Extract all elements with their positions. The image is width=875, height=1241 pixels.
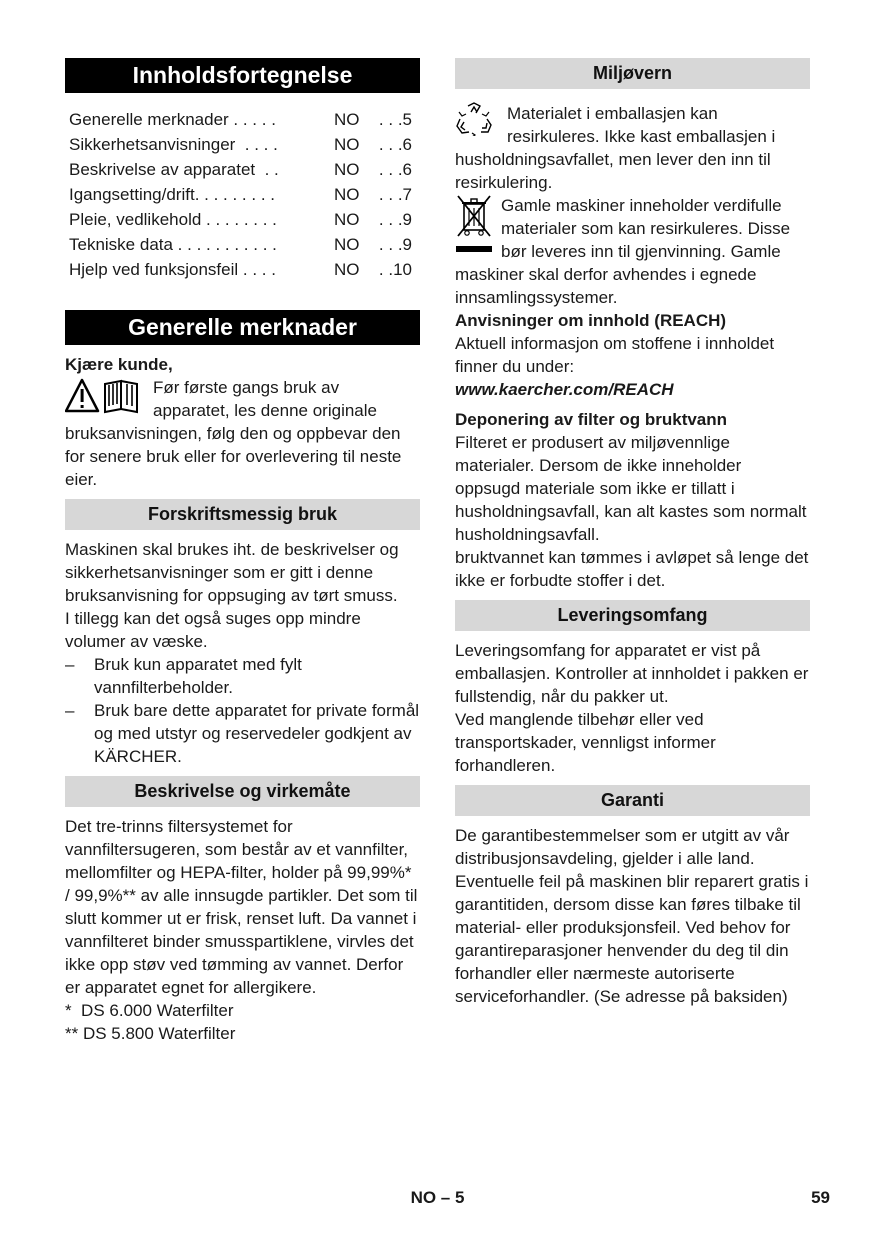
intended-use-heading: Forskriftsmessig bruk [65, 499, 420, 530]
footnote-2: ** DS 5.800 Waterfilter [65, 1024, 236, 1043]
list-item-text: Bruk bare dette apparatet for private formål og med utstyr og reservedeler godkjent av KÄRCHER. [94, 701, 420, 766]
general-intro [65, 376, 420, 491]
warranty-heading: Garanti [455, 785, 810, 816]
disposal-p1: Filteret er produsert av miljøvennlige materialer. Dersom de ikke inneholder oppsugd materiale som ikke er tillatt i husholdningsavfall, kan alt kastes som normalt husholdningsavfall. [455, 433, 807, 544]
toc-row[interactable] [65, 257, 420, 282]
manual-book-icon [105, 381, 137, 412]
disposal-title: Deponering av filter og bruktvann [455, 410, 728, 429]
scope-p1: Leveringsomfang for apparatet er vist på emballasjen. Kontroller at innholdet i pakken er fullstendig, når du pakker ut. [455, 641, 809, 706]
toc-row[interactable] [65, 182, 420, 207]
toc-title: Igangsetting/drift. . . . . . . . . [69, 185, 275, 204]
toc-lang: NO [334, 160, 360, 179]
toc-title: Sikkerhetsanvisninger . . . . [69, 135, 278, 154]
toc-lang: NO [334, 260, 360, 279]
reach-link[interactable]: www.kaercher.com/REACH [455, 380, 674, 399]
toc-page: . . .5 [378, 110, 412, 129]
description-heading: Beskrivelse og virkemåte [65, 776, 420, 807]
toc-lang: NO [334, 135, 360, 154]
crossed-bin-icon [455, 194, 493, 262]
toc-page: . . .6 [378, 160, 412, 179]
toc-lang: NO [334, 110, 360, 129]
intended-use-list [65, 653, 420, 768]
toc-lang: NO [334, 185, 360, 204]
description-text: Det tre-trinns filtersystemet for vannfiltersugeren, som består av et vannfilter, mellomfilter og HEPA-filter, holder på 99,99%* / 99,9%** av alle innsugde partikler. Det som til slutt kommer ut er frisk, renset luft. Da vannet i vannfilteret binder smusspartiklene, virvles det ikke opp støv ved tømming av vannet. Derfor er apparatet egnet for allergikere. [65, 817, 418, 997]
toc-row[interactable] [65, 207, 420, 232]
toc-lang: NO [334, 210, 360, 229]
intended-use-p1: Maskinen skal brukes iht. de beskrivelser og sikkerhetsanvisninger som er gitt i denne bruksanvisning for oppsuging av tørt smuss. [65, 540, 399, 605]
toc-lang: NO [334, 235, 360, 254]
toc-heading: Innholdsfortegnelse [65, 58, 420, 93]
reach-text: Aktuell informasjon om stoffene i innholdet finner du under: [455, 334, 775, 376]
toc-row[interactable] [65, 232, 420, 257]
toc-title: Beskrivelse av apparatet . . [69, 160, 279, 179]
right-column [455, 58, 810, 1008]
list-item-text: Bruk kun apparatet med fylt vannfilterbeholder. [94, 655, 302, 697]
page-number: 59 [811, 1188, 830, 1207]
environment-heading: Miljøvern [455, 58, 810, 89]
warning-icon [65, 378, 145, 420]
footnote-1: * DS 6.000 Waterfilter [65, 1001, 234, 1020]
toc-title: Hjelp ved funksjonsfeil . . . . [69, 260, 276, 279]
toc-row[interactable] [65, 132, 420, 157]
warranty-text: De garantibestemmelser som er utgitt av vår distribusjonsavdeling, gjelder i alle land. Eventuelle feil på maskinen blir reparert gratis i garantitiden, dersom disse kan føres tilbake til material- eller produksjonsfeil. Ved behov for garantireparasjoner henvender du deg til din forhandler eller nærmeste autoriserte serviceforhandler. (Se adresse på baksiden) [455, 826, 809, 1006]
dash-bullet: – [65, 701, 75, 720]
toc-page: . . .9 [378, 235, 412, 254]
general-intro-text: Før første gangs bruk av apparatet, les denne originale bruksanvisningen, følg den og oppbevar den for senere bruk eller for overlevering til neste eier. [65, 378, 402, 489]
toc-title: Generelle merknader . . . . . [69, 110, 276, 129]
toc-title: Pleie, vedlikehold . . . . . . . . [69, 210, 277, 229]
greeting: Kjære kunde, [65, 355, 173, 374]
list-item [65, 699, 420, 768]
recycle-icon [455, 102, 493, 142]
toc-page: . . .6 [378, 135, 412, 154]
scope-p2: Ved manglende tilbehør eller ved transportskader, vennligst informer forhandleren. [455, 710, 716, 775]
general-heading: Generelle merknader [65, 310, 420, 345]
toc-row[interactable] [65, 107, 420, 132]
dash-bullet: – [65, 655, 75, 674]
disposal-p2: bruktvannet kan tømmes i avløpet så lenge det ikke er forbudte stoffer i det. [455, 548, 809, 590]
toc-title: Tekniske data . . . . . . . . . . . [69, 235, 277, 254]
weee-text: Gamle maskiner inneholder verdifulle materialer som kan resirkuleres. Disse bør leveres inn til gjenvinning. Gamle maskiner skal derfor avhendes i egnede innsamlingssystemer. [455, 196, 791, 307]
toc-page: . . .7 [378, 185, 412, 204]
left-column [65, 58, 420, 1045]
footer-section: NO – 5 [410, 1188, 465, 1207]
recycle-text: Materialet i emballasjen kan resirkuleres. Ikke kast emballasjen i husholdningsavfallet, men lever den inn til resirkulering. [455, 104, 776, 192]
toc-row[interactable] [65, 157, 420, 182]
recycle-paragraph [455, 102, 810, 194]
list-item [65, 653, 420, 699]
toc-page: . .10 [378, 260, 412, 279]
intended-use-p2: I tillegg kan det også suges opp mindre volumer av væske. [65, 609, 361, 651]
scope-heading: Leveringsomfang [455, 600, 810, 631]
reach-title: Anvisninger om innhold (REACH) [455, 311, 727, 330]
weee-paragraph [455, 194, 810, 309]
toc-list [65, 107, 420, 282]
toc-page: . . .9 [378, 210, 412, 229]
